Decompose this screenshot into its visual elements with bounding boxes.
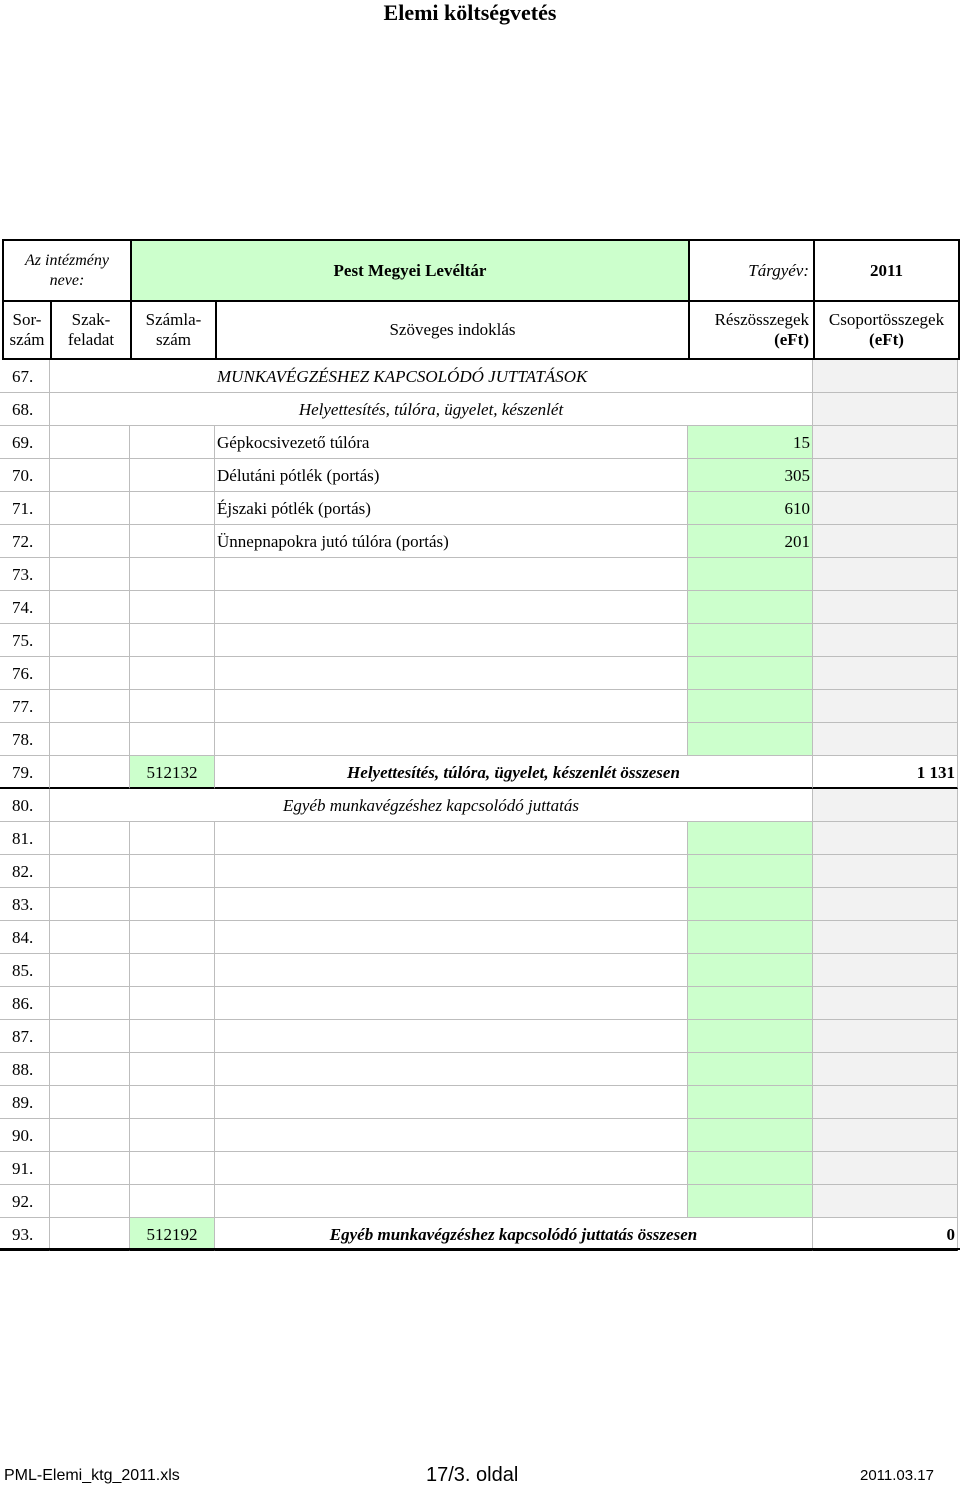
col-header-sorszam-text: Sor-szám xyxy=(9,310,45,349)
row-description: MUNKAVÉGZÉSHEZ KAPCSOLÓDÓ JUTTATÁSOK xyxy=(50,360,813,393)
row-description xyxy=(215,723,688,756)
table-row xyxy=(0,987,958,1020)
table-row xyxy=(0,360,958,393)
account-cell xyxy=(130,822,215,855)
szakfeladat-cell xyxy=(50,492,130,525)
footer-date: 2011.03.17 xyxy=(860,1467,934,1484)
partial-sum-cell xyxy=(688,1020,813,1053)
row-number: 78. xyxy=(0,723,50,756)
row-description xyxy=(215,888,688,921)
row-description xyxy=(215,1086,688,1119)
table-row xyxy=(0,954,958,987)
group-sum-cell xyxy=(813,855,958,888)
table-row xyxy=(0,1185,958,1218)
partial-sum-cell xyxy=(688,987,813,1020)
szakfeladat-cell xyxy=(50,888,130,921)
row-description xyxy=(215,1152,688,1185)
szakfeladat-cell xyxy=(50,1086,130,1119)
group-sum-cell xyxy=(813,822,958,855)
row-description xyxy=(215,1053,688,1086)
col-header-reszosszegek xyxy=(688,300,815,360)
col-header-csoportosszegek-unit: (eFt) xyxy=(869,330,904,349)
szakfeladat-cell xyxy=(50,756,130,789)
group-sum-cell: 0 xyxy=(813,1218,958,1251)
account-cell xyxy=(130,987,215,1020)
table-row xyxy=(0,1119,958,1152)
account-cell xyxy=(130,888,215,921)
row-number: 70. xyxy=(0,459,50,492)
partial-sum-cell xyxy=(688,1185,813,1218)
institution-label-text: Az intézmény neve: xyxy=(25,251,109,289)
group-sum-cell xyxy=(813,921,958,954)
table-row xyxy=(0,525,958,558)
szakfeladat-cell xyxy=(50,987,130,1020)
account-number: 512132 xyxy=(130,756,215,789)
partial-sum-cell: 201 xyxy=(688,525,813,558)
table-row xyxy=(0,459,958,492)
table-row xyxy=(0,591,958,624)
table-row xyxy=(0,492,958,525)
col-header-reszosszegek-text: Részösszegek xyxy=(714,310,809,329)
table-row xyxy=(0,789,958,822)
account-cell xyxy=(130,591,215,624)
year-value xyxy=(813,239,960,302)
row-description: Ünnepnapokra jutó túlóra (portás) xyxy=(215,525,688,558)
szakfeladat-cell xyxy=(50,525,130,558)
account-cell xyxy=(130,492,215,525)
szakfeladat-cell xyxy=(50,1185,130,1218)
row-number: 89. xyxy=(0,1086,50,1119)
row-description: Délutáni pótlék (portás) xyxy=(215,459,688,492)
szakfeladat-cell xyxy=(50,1053,130,1086)
group-sum-cell xyxy=(813,888,958,921)
group-sum-cell xyxy=(813,987,958,1020)
row-number: 80. xyxy=(0,789,50,822)
row-description: Egyéb munkavégzéshez kapcsolódó juttatás xyxy=(50,789,813,822)
table-bottom-border xyxy=(0,1248,960,1250)
row-description: Helyettesítés, túlóra, ügyelet, készenlét xyxy=(50,393,813,426)
group-sum-cell xyxy=(813,690,958,723)
account-cell xyxy=(130,723,215,756)
year-value-text: 2011 xyxy=(869,260,904,280)
table-row xyxy=(0,690,958,723)
account-number: 512192 xyxy=(130,1218,215,1251)
partial-sum-cell xyxy=(688,921,813,954)
footer-page: 17/3. oldal xyxy=(426,1464,519,1486)
szakfeladat-cell xyxy=(50,657,130,690)
group-sum-cell xyxy=(813,459,958,492)
partial-sum-cell xyxy=(688,1119,813,1152)
account-cell xyxy=(130,1185,215,1218)
table-row xyxy=(0,624,958,657)
szakfeladat-cell xyxy=(50,855,130,888)
partial-sum-cell xyxy=(688,624,813,657)
partial-sum-cell xyxy=(688,1086,813,1119)
year-label xyxy=(688,239,815,302)
institution-name-text: Pest Megyei Levéltár xyxy=(333,260,487,280)
account-cell xyxy=(130,1086,215,1119)
account-cell xyxy=(130,1053,215,1086)
row-number: 81. xyxy=(0,822,50,855)
col-header-szamlaszam-text: Számla-szám xyxy=(145,310,202,349)
szakfeladat-cell xyxy=(50,1152,130,1185)
szakfeladat-cell xyxy=(50,459,130,492)
table-row xyxy=(0,426,958,459)
account-cell xyxy=(130,1152,215,1185)
szakfeladat-cell xyxy=(50,822,130,855)
partial-sum-cell xyxy=(688,888,813,921)
col-header-csoportosszegek xyxy=(813,300,960,360)
szakfeladat-cell xyxy=(50,558,130,591)
table-row xyxy=(0,558,958,591)
row-description: Helyettesítés, túlóra, ügyelet, készenlét összesen xyxy=(215,756,813,789)
row-description xyxy=(215,558,688,591)
row-number: 68. xyxy=(0,393,50,426)
row-description xyxy=(215,657,688,690)
row-number: 74. xyxy=(0,591,50,624)
group-sum-cell xyxy=(813,1119,958,1152)
row-number: 71. xyxy=(0,492,50,525)
szakfeladat-cell xyxy=(50,723,130,756)
row-description xyxy=(215,855,688,888)
partial-sum-cell: 305 xyxy=(688,459,813,492)
col-header-reszosszegek-unit: (eFt) xyxy=(774,330,809,349)
group-sum-cell xyxy=(813,723,958,756)
group-sum-cell xyxy=(813,1086,958,1119)
row-description xyxy=(215,954,688,987)
szakfeladat-cell xyxy=(50,1119,130,1152)
table-row xyxy=(0,855,958,888)
account-cell xyxy=(130,954,215,987)
group-sum-cell xyxy=(813,657,958,690)
row-description: Éjszaki pótlék (portás) xyxy=(215,492,688,525)
row-description xyxy=(215,987,688,1020)
account-cell xyxy=(130,525,215,558)
row-number: 67. xyxy=(0,360,50,393)
group-sum-cell xyxy=(813,1185,958,1218)
account-cell xyxy=(130,657,215,690)
row-description xyxy=(215,822,688,855)
partial-sum-cell xyxy=(688,657,813,690)
institution-name xyxy=(130,239,690,302)
account-cell xyxy=(130,459,215,492)
szakfeladat-cell xyxy=(50,426,130,459)
group-sum-cell xyxy=(813,492,958,525)
partial-sum-cell xyxy=(688,1053,813,1086)
table-row xyxy=(0,1020,958,1053)
footer-file: PML-Elemi_ktg_2011.xls xyxy=(4,1467,180,1484)
table-row xyxy=(0,1152,958,1185)
group-sum-cell xyxy=(813,954,958,987)
row-description xyxy=(215,1119,688,1152)
row-number: 84. xyxy=(0,921,50,954)
row-number: 92. xyxy=(0,1185,50,1218)
group-sum-cell xyxy=(813,360,958,393)
partial-sum-cell xyxy=(688,558,813,591)
row-number: 86. xyxy=(0,987,50,1020)
table-row xyxy=(0,888,958,921)
row-number: 93. xyxy=(0,1218,50,1251)
row-description xyxy=(215,591,688,624)
row-description xyxy=(215,1185,688,1218)
row-description: Gépkocsivezető túlóra xyxy=(215,426,688,459)
szakfeladat-cell xyxy=(50,591,130,624)
table-row xyxy=(0,1053,958,1086)
account-cell xyxy=(130,1020,215,1053)
table-row xyxy=(0,1086,958,1119)
partial-sum-cell xyxy=(688,723,813,756)
row-number: 90. xyxy=(0,1119,50,1152)
group-sum-cell xyxy=(813,591,958,624)
year-label-text: Tárgyév: xyxy=(748,260,809,280)
table-row xyxy=(0,723,958,756)
table-row xyxy=(0,822,958,855)
szakfeladat-cell xyxy=(50,1020,130,1053)
partial-sum-cell xyxy=(688,822,813,855)
table-row xyxy=(0,393,958,426)
group-sum-cell xyxy=(813,393,958,426)
row-number: 75. xyxy=(0,624,50,657)
account-cell xyxy=(130,921,215,954)
row-number: 82. xyxy=(0,855,50,888)
row-number: 69. xyxy=(0,426,50,459)
szakfeladat-cell xyxy=(50,690,130,723)
row-description xyxy=(215,624,688,657)
row-number: 83. xyxy=(0,888,50,921)
institution-label xyxy=(2,239,132,302)
col-header-indoklas-text: Szöveges indoklás xyxy=(389,320,516,339)
szakfeladat-cell xyxy=(50,954,130,987)
group-sum-cell xyxy=(813,1053,958,1086)
account-cell xyxy=(130,690,215,723)
partial-sum-cell: 610 xyxy=(688,492,813,525)
group-sum-cell xyxy=(813,1152,958,1185)
row-description xyxy=(215,921,688,954)
col-header-sorszam xyxy=(2,300,52,360)
account-cell xyxy=(130,558,215,591)
partial-sum-cell: 15 xyxy=(688,426,813,459)
table-row xyxy=(0,756,958,789)
col-header-szamlaszam xyxy=(130,300,217,360)
group-sum-cell xyxy=(813,789,958,822)
row-description xyxy=(215,1020,688,1053)
table-row xyxy=(0,1218,958,1251)
col-header-csoportosszegek-text: Csoportösszegek xyxy=(828,310,945,329)
row-number: 76. xyxy=(0,657,50,690)
col-header-szakfeladat-text: Szak-feladat xyxy=(67,310,115,349)
row-description: Egyéb munkavégzéshez kapcsolódó juttatás összesen xyxy=(215,1218,813,1251)
szakfeladat-cell xyxy=(50,921,130,954)
account-cell xyxy=(130,624,215,657)
account-cell xyxy=(130,1119,215,1152)
row-number: 79. xyxy=(0,756,50,789)
szakfeladat-cell xyxy=(50,624,130,657)
group-sum-cell xyxy=(813,624,958,657)
account-cell xyxy=(130,855,215,888)
partial-sum-cell xyxy=(688,690,813,723)
row-number: 77. xyxy=(0,690,50,723)
table-row xyxy=(0,657,958,690)
col-header-szakfeladat xyxy=(50,300,132,360)
partial-sum-cell xyxy=(688,855,813,888)
partial-sum-cell xyxy=(688,954,813,987)
partial-sum-cell xyxy=(688,591,813,624)
page-title: Elemi költségvetés xyxy=(383,0,557,25)
group-sum-cell xyxy=(813,1020,958,1053)
table-row xyxy=(0,921,958,954)
partial-sum-cell xyxy=(688,1152,813,1185)
row-number: 85. xyxy=(0,954,50,987)
group-sum-cell: 1 131 xyxy=(813,756,958,789)
row-number: 88. xyxy=(0,1053,50,1086)
row-number: 91. xyxy=(0,1152,50,1185)
szakfeladat-cell xyxy=(50,1218,130,1251)
group-sum-cell xyxy=(813,525,958,558)
row-description xyxy=(215,690,688,723)
account-cell xyxy=(130,426,215,459)
row-number: 87. xyxy=(0,1020,50,1053)
group-sum-cell xyxy=(813,558,958,591)
row-number: 72. xyxy=(0,525,50,558)
group-sum-cell xyxy=(813,426,958,459)
col-header-indoklas xyxy=(215,300,690,360)
row-number: 73. xyxy=(0,558,50,591)
